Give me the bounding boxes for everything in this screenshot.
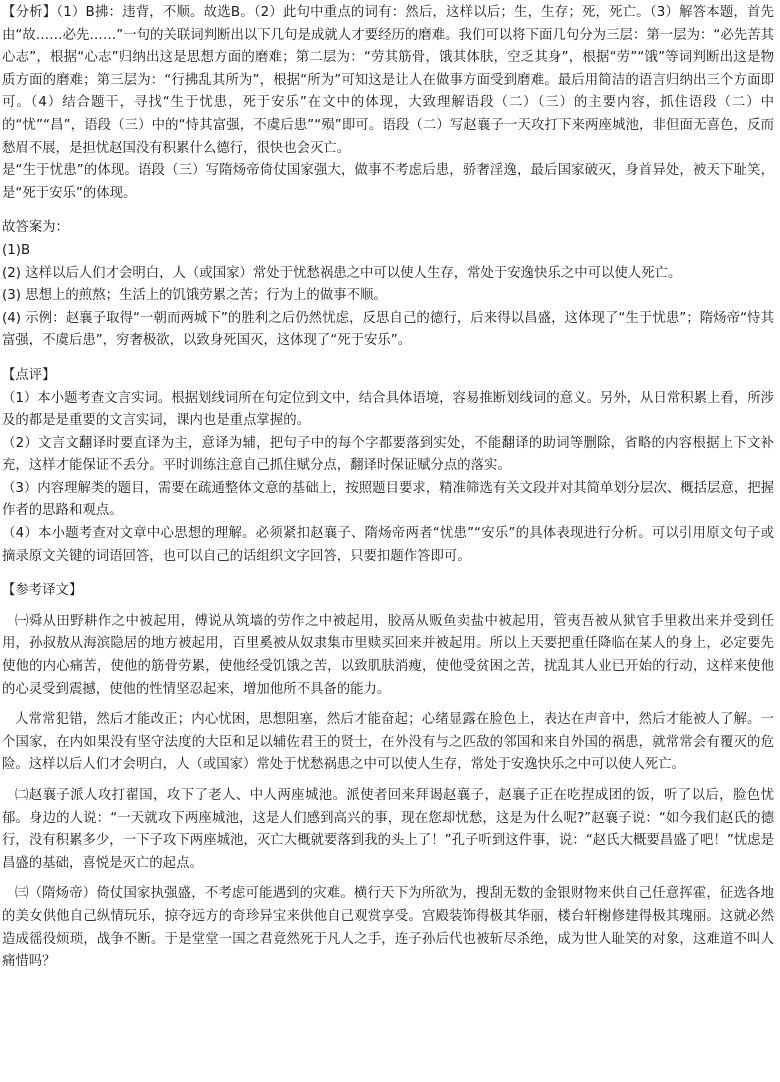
comment-heading: 【点评】 (2, 367, 56, 383)
answer-section (2, 217, 774, 353)
answer-item-2: (2) 这样以后人们才会明白，人（或国家）常处于忧愁祸患之中可以使人生存，常处于安逸快乐之中可以使人死亡。 (2, 265, 682, 281)
answer-item-4: (4) 示例：赵襄子取得“一朝而两城下”的胜利之后仍然忧虑，反思自己的德行，后来得以昌盛，这体现了“生于忧患”；隋炀帝“恃其富强，不虞后患”，穷奢极欲，以致身死国灭，这体现了“死于安乐”。 (2, 310, 774, 349)
comment-item-2: （2）文言文翻译时要直译为主，意译为辅，把句子中的每个字都要落到实处，不能翻译的助词等删除，省略的内容根据上下文补充，这样才能保证不丢分。平时训练注意自己抓住赋分点，翻译时保证赋分点的落实。 (2, 435, 774, 474)
comment-item-4: （4）本小题考查对文章中心思想的理解。必须紧扣赵襄子、隋炀帝两者“忧患”“安乐”的具体表现进行分析。可以引用原文句子或摘录原文关键的词语回答，也可以自己的话组织文字回答，只要扣题作答即可。 (2, 526, 774, 564)
translation-section (2, 580, 774, 974)
answer-heading: 故答案为： (2, 220, 69, 236)
translation-paragraph-3: ㈡赵襄子派人攻打翟国，攻下了老人、中人两座城池。派使者回来拜谒赵襄子，赵襄子正在吃捏成团的饭，听了以后，脸色忧郁。身边的人说：“一天就攻下两座城池，这是人们感到高兴的事，现在您却忧愁，这是为什么呢?”赵襄子说：“如今我们赵氏的德行，没有积累多少，一下子攻下两座城池，灭亡大概就要落到我的头上了！”孔子听到这件事，说：“赵氏大概要昌盛了吧！”忧虑是昌盛的基础，喜悦是灭亡的起点。 (2, 788, 774, 871)
answer-item-1: (1)B (2, 242, 31, 258)
comment-section (2, 365, 774, 568)
comment-item-1: （1）本小题考查文言实词。根据划线词所在句定位到文中，结合具体语境，容易推断划线词的意义。另外，从日常积累上看，所涉及的都是是重要的文言实词，课内也是重点掌握的。 (2, 390, 774, 429)
analysis-heading: 【分析】 (2, 5, 57, 20)
translation-paragraph-1: ㈠舜从田野耕作之中被起用，傅说从筑墙的劳作之中被起用，胶鬲从贩鱼卖盐中被起用，管夷吾被从狱官手里救出来并受到任用，孙叔敖从海滨隐居的地方被起用，百里奚被从奴隶集市里赎买回来并被起用。所以上天要把重任降临在某人的身上，必定要先使他的内心痛苦，使他的筋骨劳累，使他经受饥饿之苦，以致肌肤消瘦，使他受贫困之苦，扰乱其人业已开始的行动，这样来使他的心灵受到震撼，使他的性情坚忍起来，增加他所不具备的能力。 (2, 613, 774, 697)
answer-item-3: (3) 思想上的煎熬；生活上的饥饿劳累之苦；行为上的做事不顺。 (2, 288, 387, 304)
analysis-section (2, 2, 774, 205)
analysis-text: （1）B拂：违背，不顺。故选B。（2）此句中重点的词有：然后，这样以后；生，生存；死，死亡。（3）解答本题，首先由“故……必先……”一句的关联词判断出以下几句是成就人才要经历的磨难。我们可以将下面几句分为三层：第一层为：“必先苦其心志”，根据“心志”归纳出这是思想方面的磨难；第二层为：“劳其筋骨，饿其体肤，空乏其身”，根据“劳”“饿”等词判断出这是物质方面的磨难；第三层为：“行拂乱其所为”，根据“所为”可知这是让人在做事方面受到磨难。最后用简洁的语言归纳出三个方面即可。（4）结合题干，寻找“生于忧患，死于安乐”在文中的体现，大致理解语段（二）（三）的主要内容，抓住语段（二）中的“忧”“昌”，语段（三）中的“恃其富强，不虞后患”“殒”即可。语段（二）写赵襄子一天攻打下来两座城池，非但面无喜色，反而愁眉不展，是担忧赵国没有积累什么德行，很快也会灭亡。 (2, 5, 775, 156)
analysis-paragraph-continued: 是“生于忧患”的体现。语段（三）写隋炀帝倚仗国家强大，做事不考虑后患，骄奢淫逸，最后国家破灭，身首异处，被天下耻笑，是“死于安乐”的体现。 (2, 163, 774, 201)
translation-paragraph-4: ㈢（隋炀帝）倚仗国家执强盛，不考虑可能遇到的灾难。横行天下为所欲为，搜刮无数的金银财物来供自己任意挥霍，征选各地的美女供他自己纵情玩乐，掠夺远方的奇珍异宝来供他自己观赏享受。宫殿装饰得极其华丽，楼台轩榭修建得极其瑰丽。这就必然造成徭役烦琐，战争不断。于是堂堂一国之君竟然死于凡人之手，连子孙后代也被斩尽杀绝，成为世人耻笑的对象，这难道不叫人痛惜吗？ (2, 886, 774, 970)
comment-item-3: （3）内容理解类的题目，需要在疏通整体文意的基础上，按照题目要求，精准筛选有关文段并对其简单划分层次、概括层意，把握作者的思路和观点。 (2, 480, 774, 519)
translation-heading: 【参考译文】 (2, 583, 83, 599)
translation-paragraph-2: 人常常犯错，然后才能改正；内心忧困，思想阻塞，然后才能奋起；心绪显露在脸色上，表达在声音中，然后才能被人了解。一个国家，在内如果没有坚守法度的大臣和足以辅佐君王的贤士，在外没有与之匹敌的邻国和来自外国的祸患，就常常会有覆灭的危险。这样以后人们才会明白，人（或国家）常处于忧愁祸患之中可以使人生存，常处于安逸快乐之中可以使人死亡。 (2, 712, 774, 773)
analysis-paragraph (2, 2, 774, 160)
